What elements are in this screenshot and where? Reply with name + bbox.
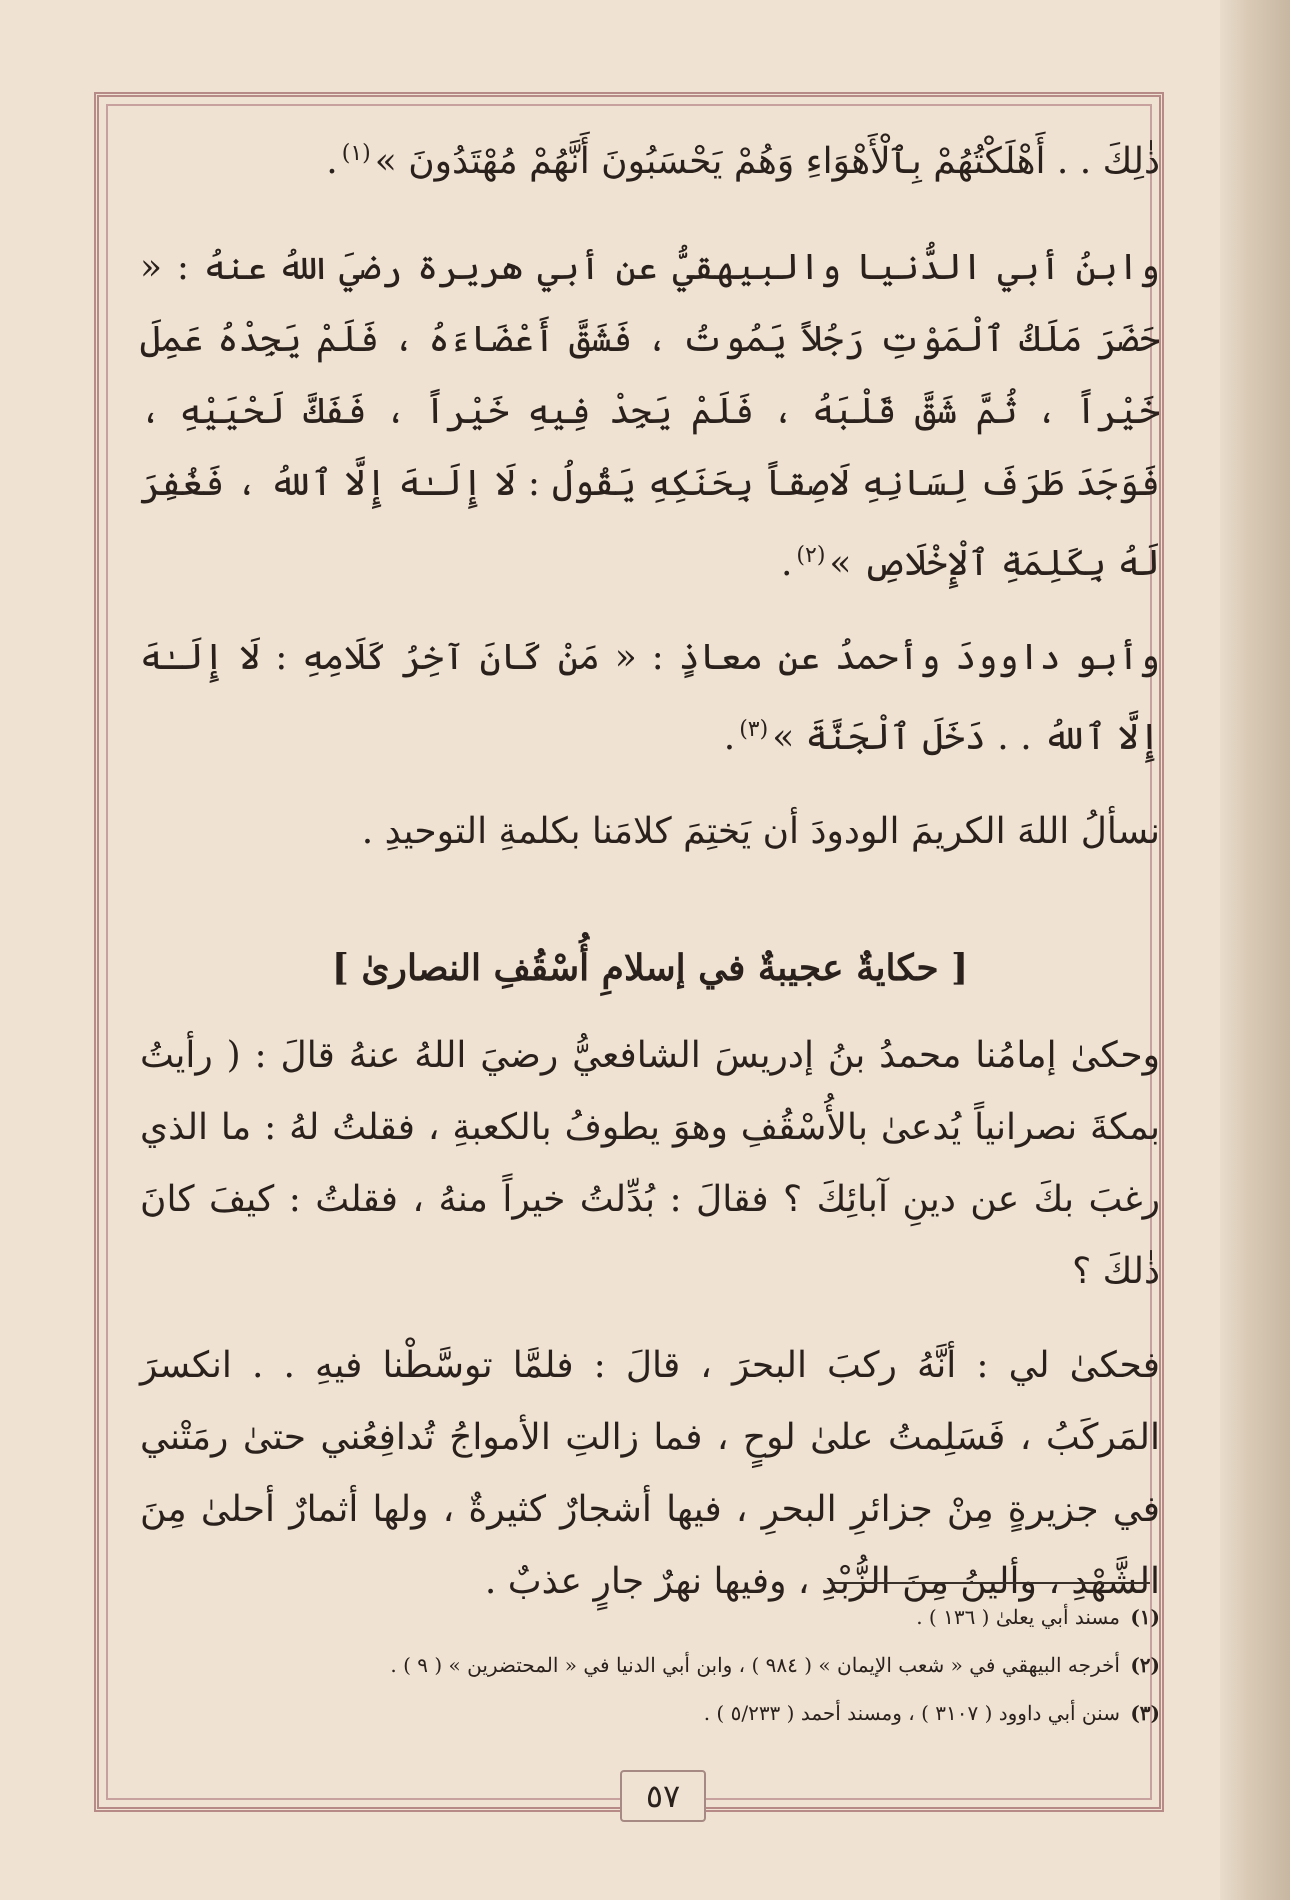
footnote-ref-3: (٣) [739, 717, 769, 742]
footnotes [140, 1602, 1160, 1746]
footnote-divider [830, 1582, 1150, 1584]
footnote-1-number: (١) [1130, 1605, 1160, 1629]
paragraph-4: نسألُ اللهَ الكريمَ الودودَ أن يَختِمَ كلامَنا بكلمةِ التوحيدِ . [361, 811, 1160, 852]
footnote-ref-1: (١) [341, 141, 371, 166]
footnote-2-text: أخرجه البيهقي في « شعب الإيمان » ( ٩٨٤ ) ، وابن أبي الدنيا في « المحتضرين » ( ٩ ) . [390, 1653, 1120, 1677]
footnote-ref-2: (٢) [796, 543, 826, 568]
paragraph-3: وأبو داوودَ وأحمدُ عن معاذٍ : « مَنْ كَانَ آخِرُ كَلَامِهِ : لَا إِلَـٰهَ إِلَّا ٱللهُ . . دَخَلَ ٱلْجَنَّةَ »$^{(٣)}$. [140, 637, 1160, 758]
section-heading: [ حكايةٌ عجيبةٌ في إسلامِ أُسْقُفِ النصارىٰ ] [331, 947, 969, 989]
paragraph-1: ذٰلِكَ . . أَهْلَكْتُهُمْ بِٱلْأَهْوَاءِ وَهُمْ يَحْسَبُونَ أَنَّهُمْ مُهْتَدُونَ »$^{(١)}$. [326, 141, 1160, 182]
paragraph-1-text: ذٰلِكَ . . أَهْلَكْتُهُمْ بِٱلْأَهْوَاءِ وَهُمْ يَحْسَبُونَ أَنَّهُمْ مُهْتَدُونَ » [374, 141, 1160, 182]
footnote-2 [140, 1650, 1160, 1680]
paragraph-3-text: وأبو داوودَ وأحمدُ عن معاذٍ : « مَنْ كَانَ آخِرُ كَلَامِهِ : لَا إِلَـٰهَ إِلَّا ٱللهُ . . دَخَلَ ٱلْجَنَّةَ » [140, 637, 1160, 758]
page-number: ٥٧ [620, 1770, 706, 1822]
footnote-1 [140, 1602, 1160, 1632]
footnote-3-text: سنن أبي داوود ( ٣١٠٧ ) ، ومسند أحمد ( ٥/٢٣٣ ) . [703, 1701, 1120, 1725]
main-text [140, 118, 1160, 1640]
paragraph-5: وحكىٰ إمامُنا محمدُ بنُ إدريسَ الشافعيُّ رضيَ اللهُ عنهُ قالَ : ( رأيتُ بمكةَ نصرانياً يُدعىٰ بالأُسْقُفِ وهوَ يطوفُ بالكعبةِ ، فقلتُ لهُ : ما الذي رغبَ بكَ عن دينِ آبائِكَ ؟ فقالَ : بُدِّلتُ خيراً منهُ ، فقلتُ : كيفَ كانَ ذٰلكَ ؟ [140, 1035, 1160, 1292]
paragraph-2: وابنُ أبي الدُّنيا والبيهقيُّ عن أبي هريرة رضيَ اللهُ عنهُ : « حَضَرَ مَلَكُ ٱلْمَوْتِ رَجُلاً يَمُوتُ ، فَشَقَّ أَعْضَاءَهُ ، فَلَمْ يَجِدْهُ عَمِلَ خَيْراً ، ثُمَّ شَقَّ قَلْبَهُ ، فَلَمْ يَجِدْ فِيهِ خَيْراً ، فَفَكَّ لَحْيَيْهِ ، فَوَجَدَ طَرَفَ لِسَانِهِ لَاصِقاً بِحَنَكِهِ يَقُولُ : لَا إِلَـٰهَ إِلَّا ٱللهُ ، فَغُفِرَ لَهُ بِكَلِمَةِ ٱلْإِخْلَاصِ »$^{(٢)}$. [140, 247, 1160, 584]
footnote-1-text: مسند أبي يعلىٰ ( ١٣٦ ) . [916, 1605, 1120, 1629]
footnote-2-number: (٢) [1130, 1653, 1160, 1677]
footnote-3 [140, 1698, 1160, 1728]
footnote-3-number: (٣) [1130, 1701, 1160, 1725]
page-edge-shadow [1220, 0, 1290, 1900]
paragraph-2-text: وابنُ أبي الدُّنيا والبيهقيُّ عن أبي هريرة رضيَ اللهُ عنهُ : « حَضَرَ مَلَكُ ٱلْمَوْتِ رَجُلاً يَمُوتُ ، فَشَقَّ أَعْضَاءَهُ ، فَلَمْ يَجِدْهُ عَمِلَ خَيْراً ، ثُمَّ شَقَّ قَلْبَهُ ، فَلَمْ يَجِدْ فِيهِ خَيْراً ، فَفَكَّ لَحْيَيْهِ ، فَوَجَدَ طَرَفَ لِسَانِهِ لَاصِقاً بِحَنَكِهِ يَقُولُ : لَا إِلَـٰهَ إِلَّا ٱللهُ ، فَغُفِرَ لَهُ بِكَلِمَةِ ٱلْإِخْلَاصِ » [140, 247, 1160, 584]
paragraph-6: فحكىٰ لي : أنَّهُ ركبَ البحرَ ، قالَ : فلمَّا توسَّطْنا فيهِ . . انكسرَ المَركَبُ ، فَسَلِمتُ علىٰ لوحٍ ، فما زالتِ الأمواجُ تُدافِعُني حتىٰ رمَتْني في جزيرةٍ مِنْ جزائرِ البحرِ ، فيها أشجارٌ كثيرةٌ ، ولها أثمارٌ أحلىٰ مِنَ الشَّهْدِ ، وألينُ مِنَ الزُّبْدِ ، وفيها نهرٌ جارٍ عذبٌ . [140, 1345, 1160, 1602]
